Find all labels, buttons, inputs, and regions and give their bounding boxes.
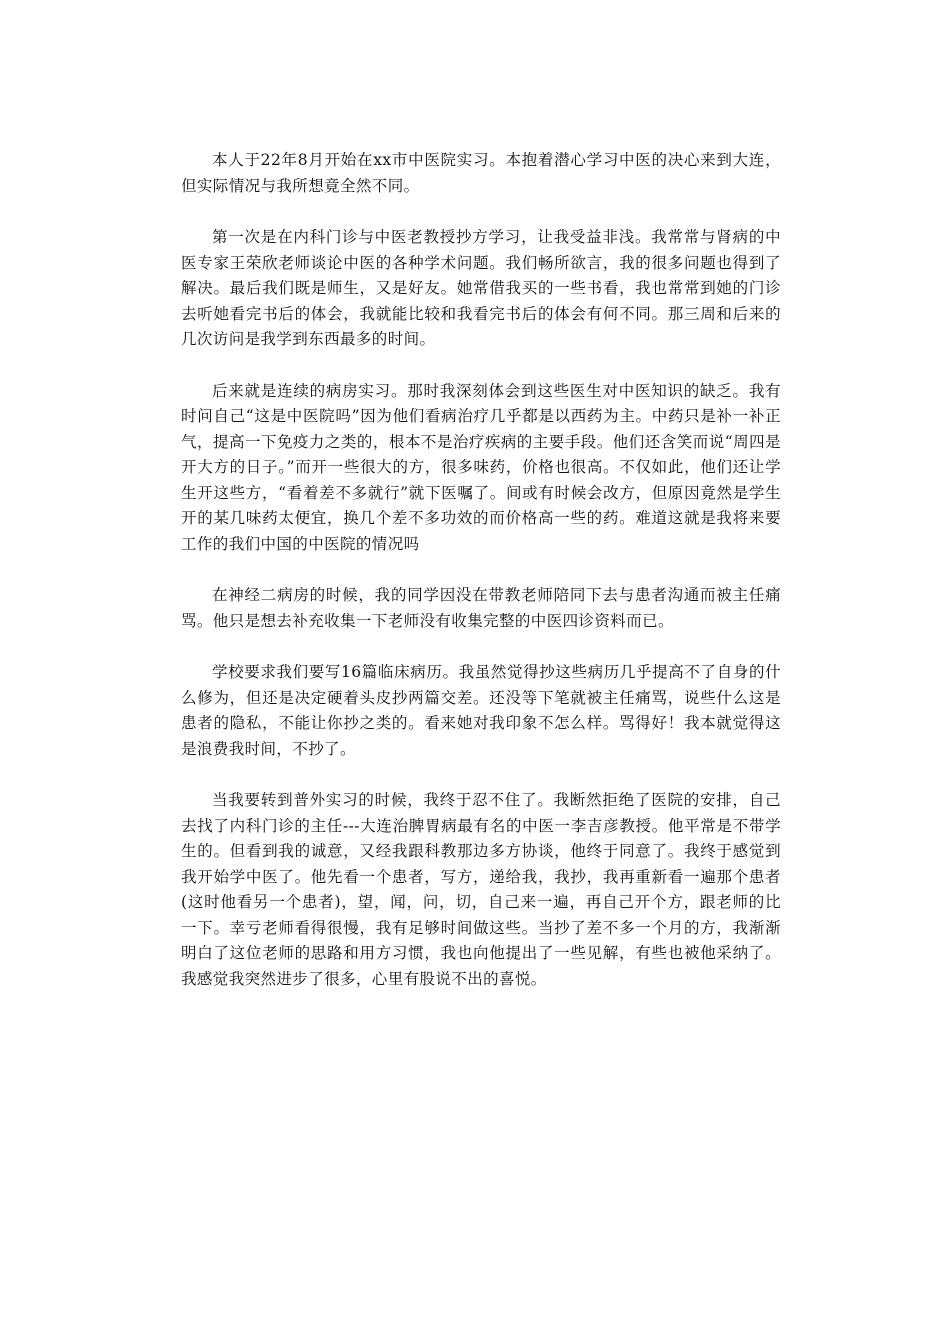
- paragraph-surgery-transfer: 当我要转到普外实习的时候，我终于忍不住了。我断然拒绝了医院的安排，自己去找了内科门诊的主任---大连治脾胃病最有名的中医一李吉彦教授。他平常是不带学生的。但看到我的诚意，又经我跟科教那边多方协谈，他终于同意了。我终于感觉到我开始学中医了。他先看一个患者，写方，递给我，我抄，我再重新看一遍那个患者(这时他看另一个患者)，望，闻，问，切，自己来一遍，再自己开个方，跟老师的比一下。幸亏老师看得很慢，我有足够时间做这些。当抄了差不多一个月的方，我渐渐明白了这位老师的思路和用方习惯，我也向他提出了一些见解，有些也被他采纳了。我感觉我突然进步了很多，心里有股说不出的喜悦。: [181, 791, 781, 988]
- paragraph-neurology: 在神经二病房的时候，我的同学因没在带教老师陪同下去与患者沟通而被主任痛骂。他只是想去补充收集一下老师没有收集完整的中医四诊资料而已。: [181, 586, 781, 630]
- paragraph-intro: 本人于22年8月开始在xx市中医院实习。本抱着潜心学习中医的决心来到大连，但实际情况与我所想竟全然不同。: [181, 151, 781, 195]
- paragraph-outpatient: 第一次是在内科门诊与中医老教授抄方学习，让我受益非浅。我常常与肾病的中医专家王荣欣老师谈论中医的各种学术问题。我们畅所欲言，我的很多问题也得到了解决。最后我们既是师生，又是好友。她常借我买的一些书看，我也常常到她的门诊去听她看完书后的体会，我就能比较和我看完书后的体会有何不同。那三周和后来的几次访问是我学到东西最多的时间。: [181, 228, 781, 348]
- paragraph-case-records: 学校要求我们要写16篇临床病历。我虽然觉得抄这些病历几乎提高不了自身的什么修为，但还是决定硬着头皮抄两篇交差。还没等下笔就被主任痛骂，说些什么这是患者的隐私，不能让你抄之类的。看来她对我印象不怎么样。骂得好！我本就觉得这是浪费我时间，不抄了。: [181, 663, 781, 758]
- document-page: [181, 148, 781, 1018]
- paragraph-ward: 后来就是连续的病房实习。那时我深刻体会到这些医生对中医知识的缺乏。我有时问自己“这是中医院吗”因为他们看病治疗几乎都是以西药为主。中药只是补一补正气，提高一下免疫力之类的，根本不是治疗疾病的主要手段。他们还含笑而说“周四是开大方的日子。”而开一些很大的方，很多味药，价格也很高。不仅如此，他们还让学生开这些方，“看着差不多就行”就下医嘱了。间或有时候会改方，但原因竟然是学生开的某几味药太便宜，换几个差不多功效的而价格高一些的药。难道这就是我将来要工作的我们中国的中医院的情况吗: [181, 381, 781, 553]
